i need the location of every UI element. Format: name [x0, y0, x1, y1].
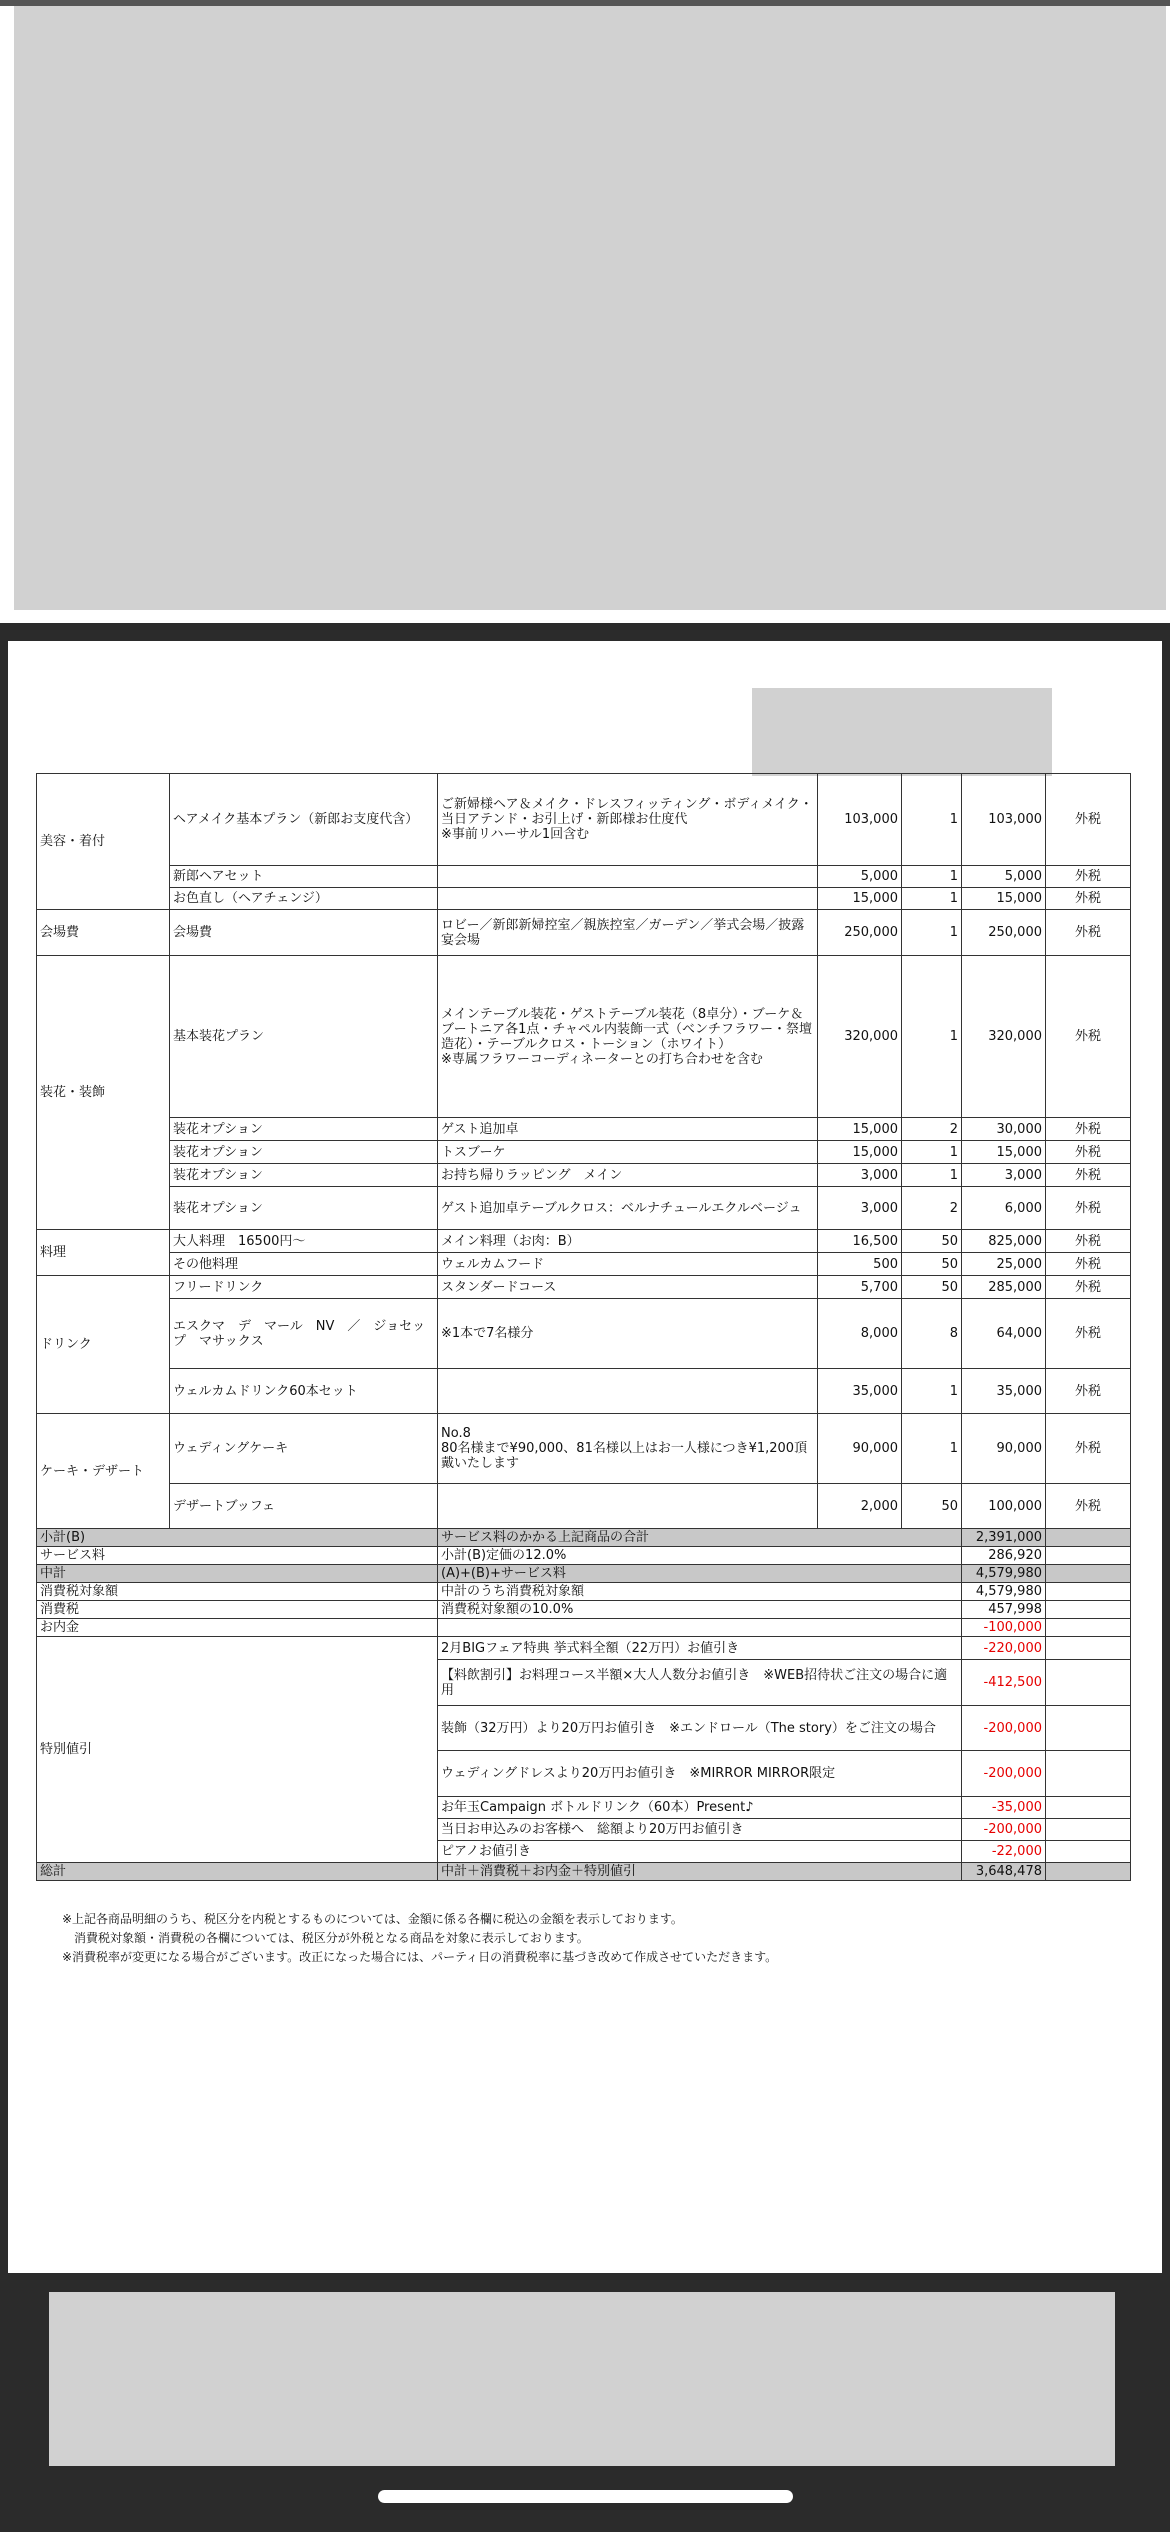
item-name: フリードリンク [170, 1276, 438, 1299]
amount: 6,000 [962, 1187, 1046, 1230]
tax-type: 外税 [1046, 1253, 1131, 1276]
tax-type: 外税 [1046, 1230, 1131, 1253]
amount: 15,000 [962, 888, 1046, 910]
item-name: ウェルカムドリンク60本セット [170, 1369, 438, 1414]
item-desc [438, 888, 818, 910]
quantity: 1 [902, 866, 962, 888]
unit-price: 2,000 [818, 1484, 902, 1529]
midtotal-desc: (A)+(B)+サービス料 [438, 1565, 962, 1583]
redacted-area-header [752, 688, 1052, 776]
footnote: ※上記各商品明細のうち、税区分を内税とするものについては、金額に係る各欄に税込の金額を表示しております。 [62, 1912, 683, 1926]
unit-price: 3,000 [818, 1164, 902, 1187]
tax-type: 外税 [1046, 910, 1131, 956]
unit-price: 103,000 [818, 774, 902, 866]
item-name: 大人料理 16500円～ [170, 1230, 438, 1253]
amount: 100,000 [962, 1484, 1046, 1529]
grand-total-amount: 3,648,478 [962, 1863, 1046, 1881]
category-cell: 会場費 [37, 910, 170, 956]
item-desc: ご新婦様ヘア＆メイク・ドレスフィッティング・ボディメイク・当日アテンド・お引上げ・新郎様お仕度代 ※事前リハーサル1回含む [438, 774, 818, 866]
amount: 35,000 [962, 1369, 1046, 1414]
home-indicator[interactable] [378, 2490, 793, 2503]
item-desc: ゲスト追加卓 [438, 1118, 818, 1141]
table-row [37, 1141, 1131, 1164]
unit-price: 320,000 [818, 956, 902, 1118]
tax-amount: 457,998 [962, 1601, 1046, 1619]
unit-price: 90,000 [818, 1414, 902, 1484]
taxable-desc: 中計のうち消費税対象額 [438, 1583, 962, 1601]
subtotal-amount: 2,391,000 [962, 1529, 1046, 1547]
service-fee-amount: 286,920 [962, 1547, 1046, 1565]
item-name: 新郎ヘアセット [170, 866, 438, 888]
table-row [37, 1253, 1131, 1276]
item-name: 装花オプション [170, 1187, 438, 1230]
tax-type: 外税 [1046, 1141, 1131, 1164]
unit-price: 5,700 [818, 1276, 902, 1299]
item-desc: ゲスト追加卓テーブルクロス：ベルナチュールエクルベージュ [438, 1187, 818, 1230]
discount-amount: -22,000 [962, 1841, 1046, 1863]
tax-type: 外税 [1046, 774, 1131, 866]
deposit-desc [438, 1619, 962, 1637]
item-desc: ロビー／新郎新婦控室／親族控室／ガーデン／挙式会場／披露宴会場 [438, 910, 818, 956]
discount-desc: ウェディングドレスより20万円お値引き ※MIRROR MIRROR限定 [438, 1751, 962, 1797]
unit-price: 15,000 [818, 1118, 902, 1141]
tax-type: 外税 [1046, 1187, 1131, 1230]
item-desc: ※1本で7名様分 [438, 1299, 818, 1369]
footnote: 消費税対象額・消費税の各欄については、税区分が外税となる商品を対象に表示しております。 [62, 1931, 589, 1945]
amount: 3,000 [962, 1164, 1046, 1187]
discount-desc: ピアノお値引き [438, 1841, 962, 1863]
tax-type: 外税 [1046, 866, 1131, 888]
item-desc: トスブーケ [438, 1141, 818, 1164]
service-fee-desc: 小計(B)定価の12.0% [438, 1547, 962, 1565]
quantity: 1 [902, 1414, 962, 1484]
tax-type: 外税 [1046, 1118, 1131, 1141]
quantity: 2 [902, 1187, 962, 1230]
quantity: 50 [902, 1253, 962, 1276]
tax-type: 外税 [1046, 1414, 1131, 1484]
category-cell: 美容・着付 [37, 774, 170, 910]
taxable-amount: 4,579,980 [962, 1583, 1046, 1601]
table-row [37, 1299, 1131, 1369]
discount-amount: -35,000 [962, 1797, 1046, 1819]
discount-amount: -200,000 [962, 1706, 1046, 1751]
tax-desc: 消費税対象額の10.0% [438, 1601, 962, 1619]
quantity: 8 [902, 1299, 962, 1369]
item-desc: No.8 80名様まで¥90,000、81名様以上はお一人様につき¥1,200頂戴いたします [438, 1414, 818, 1484]
unit-price: 500 [818, 1253, 902, 1276]
subtotal-row [37, 1529, 1131, 1547]
quantity: 50 [902, 1230, 962, 1253]
item-name: 装花オプション [170, 1118, 438, 1141]
quantity: 50 [902, 1276, 962, 1299]
discount-desc: 【料飲割引】お料理コース半額×大人人数分お値引き ※WEB招待状ご注文の場合に適用 [438, 1660, 962, 1706]
discount-row [37, 1637, 1131, 1660]
tax-type: 外税 [1046, 956, 1131, 1118]
item-desc: メインテーブル装花・ゲストテーブル装花（8卓分）・ブーケ＆ブートニア各1点・チャペル内装飾一式（ベンチフラワー・祭壇造花）・テーブルクロス・トーション（ホワイト） ※専属フラワーコーディネーターとの打ち合わせを含む [438, 956, 818, 1118]
unit-price: 35,000 [818, 1369, 902, 1414]
quantity: 1 [902, 956, 962, 1118]
table-row [37, 1118, 1131, 1141]
item-desc: お持ち帰りラッピング メイン [438, 1164, 818, 1187]
deposit-label: お内金 [37, 1619, 438, 1637]
amount: 64,000 [962, 1299, 1046, 1369]
item-name: 装花オプション [170, 1141, 438, 1164]
deposit-amount: -100,000 [962, 1619, 1046, 1637]
midtotal-row [37, 1565, 1131, 1583]
quantity: 1 [902, 1141, 962, 1164]
tax-label: 消費税 [37, 1601, 438, 1619]
unit-price: 15,000 [818, 888, 902, 910]
unit-price: 3,000 [818, 1187, 902, 1230]
tax-type: 外税 [1046, 1484, 1131, 1529]
tax-row [37, 1601, 1131, 1619]
unit-price: 15,000 [818, 1141, 902, 1164]
grand-total-desc: 中計＋消費税＋お内金＋特別値引 [438, 1863, 962, 1881]
grand-total-label: 総計 [37, 1863, 438, 1881]
tax-type: 外税 [1046, 888, 1131, 910]
discount-desc: 当日お申込みのお客様へ 総額より20万円お値引き [438, 1819, 962, 1841]
table-row [37, 774, 1131, 866]
amount: 285,000 [962, 1276, 1046, 1299]
discount-amount: -200,000 [962, 1751, 1046, 1797]
tax-type: 外税 [1046, 1369, 1131, 1414]
discount-desc: お年玉Campaign ボトルドリンク（60本）Present♪ [438, 1797, 962, 1819]
quantity: 50 [902, 1484, 962, 1529]
item-desc [438, 1369, 818, 1414]
item-name: エスクマ デ マール NV ／ ジョセップ マサックス [170, 1299, 438, 1369]
discount-amount: -220,000 [962, 1637, 1046, 1660]
quantity: 1 [902, 888, 962, 910]
amount: 15,000 [962, 1141, 1046, 1164]
category-cell: ドリンク [37, 1276, 170, 1414]
item-name: ヘアメイク基本プラン（新郎お支度代含） [170, 774, 438, 866]
discount-label: 特別値引 [37, 1637, 438, 1863]
footnote: ※消費税率が変更になる場合がございます。改正になった場合には、パーティ日の消費税率に基づき改めて作成させていただきます。 [62, 1950, 778, 1964]
tax-type: 外税 [1046, 1276, 1131, 1299]
midtotal-amount: 4,579,980 [962, 1565, 1046, 1583]
quantity: 2 [902, 1118, 962, 1141]
grand-total-row [37, 1863, 1131, 1881]
discount-amount: -412,500 [962, 1660, 1046, 1706]
deposit-row [37, 1619, 1131, 1637]
amount: 103,000 [962, 774, 1046, 866]
amount: 5,000 [962, 866, 1046, 888]
unit-price: 5,000 [818, 866, 902, 888]
amount: 320,000 [962, 956, 1046, 1118]
quantity: 1 [902, 910, 962, 956]
tax-type: 外税 [1046, 1299, 1131, 1369]
item-name: 会場費 [170, 910, 438, 956]
item-name: 装花オプション [170, 1164, 438, 1187]
quantity: 1 [902, 774, 962, 866]
footnotes [62, 1910, 1122, 1967]
tax-type: 外税 [1046, 1164, 1131, 1187]
amount: 30,000 [962, 1118, 1046, 1141]
service-fee-row [37, 1547, 1131, 1565]
discount-desc: 装飾（32万円）より20万円お値引き ※エンドロール（The story）をご注文の場合 [438, 1706, 962, 1751]
item-name: 基本装花プラン [170, 956, 438, 1118]
item-desc: スタンダードコース [438, 1276, 818, 1299]
amount: 825,000 [962, 1230, 1046, 1253]
subtotal-desc: サービス料のかかる上記商品の合計 [438, 1529, 962, 1547]
item-name: お色直し（ヘアチェンジ） [170, 888, 438, 910]
table-row [37, 1230, 1131, 1253]
table-row [37, 1484, 1131, 1529]
table-row [37, 1369, 1131, 1414]
item-name: デザートブッフェ [170, 1484, 438, 1529]
amount: 25,000 [962, 1253, 1046, 1276]
midtotal-label: 中計 [37, 1565, 438, 1583]
table-row [37, 866, 1131, 888]
amount: 250,000 [962, 910, 1046, 956]
category-cell: 装花・装飾 [37, 956, 170, 1230]
item-desc: メイン料理（お肉：B） [438, 1230, 818, 1253]
service-fee-label: サービス料 [37, 1547, 438, 1565]
table-row [37, 1276, 1131, 1299]
estimate-table [36, 773, 1131, 1881]
unit-price: 8,000 [818, 1299, 902, 1369]
item-desc [438, 1484, 818, 1529]
quantity: 1 [902, 1164, 962, 1187]
category-cell: ケーキ・デザート [37, 1414, 170, 1529]
item-name: ウェディングケーキ [170, 1414, 438, 1484]
taxable-label: 消費税対象額 [37, 1583, 438, 1601]
discount-desc: 2月BIGフェア特典 挙式料全額（22万円）お値引き [438, 1637, 962, 1660]
taxable-row [37, 1583, 1131, 1601]
table-row [37, 956, 1131, 1118]
table-row [37, 1187, 1131, 1230]
item-name: その他料理 [170, 1253, 438, 1276]
quantity: 1 [902, 1369, 962, 1414]
table-row [37, 910, 1131, 956]
redacted-area-bottom [49, 2292, 1115, 2466]
subtotal-label: 小計(B) [37, 1529, 438, 1547]
item-desc [438, 866, 818, 888]
category-cell: 料理 [37, 1230, 170, 1276]
item-desc: ウェルカムフード [438, 1253, 818, 1276]
table-row [37, 888, 1131, 910]
table-row [37, 1414, 1131, 1484]
unit-price: 250,000 [818, 910, 902, 956]
unit-price: 16,500 [818, 1230, 902, 1253]
discount-amount: -200,000 [962, 1819, 1046, 1841]
table-row [37, 1164, 1131, 1187]
amount: 90,000 [962, 1414, 1046, 1484]
redacted-area-top [14, 6, 1166, 610]
